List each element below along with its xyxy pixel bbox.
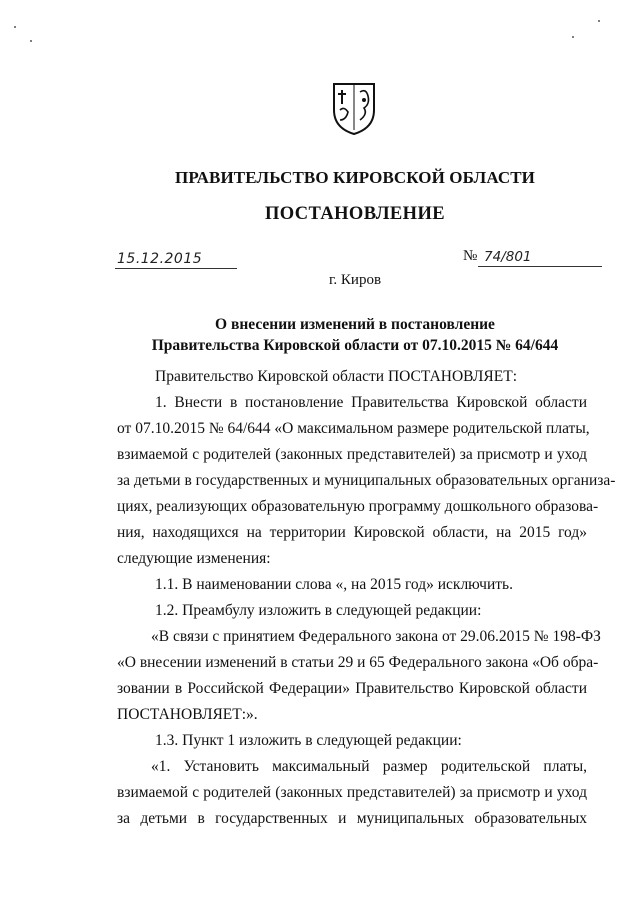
number-label: № (463, 248, 478, 264)
body-line: 1.2. Преамбулу изложить в следующей редакции: (155, 602, 482, 619)
body-line: следующие изменения: (117, 550, 271, 567)
body-line: ПОСТАНОВЛЯЕТ:». (117, 706, 258, 723)
body-line: циях, реализующих образовательную программу дошкольного образова- (117, 498, 599, 515)
scan-speck (598, 20, 600, 22)
body-line: «В связи с принятием Федерального закона от 29.06.2015 № 198-ФЗ (151, 628, 601, 645)
body-line: взимаемой с родителей (законных представителей) за присмотр и уход (117, 784, 587, 801)
kirov-coat-of-arms-icon (330, 80, 378, 136)
body-line: «О внесении изменений в статьи 29 и 65 Федерального закона «Об обра- (117, 654, 599, 671)
document-number: 74/801 (484, 249, 532, 265)
government-name: ПРАВИТЕЛЬСТВО КИРОВСКОЙ ОБЛАСТИ (175, 168, 535, 187)
number-underline (478, 266, 602, 267)
subject-heading (0, 314, 640, 356)
body-line: от 07.10.2015 № 64/644 «О максимальном размере родительской платы, (117, 420, 590, 437)
scan-speck (30, 40, 32, 42)
body-line: за детьми в государственных и муниципальных образовательных (117, 810, 587, 827)
date-underline (115, 268, 237, 269)
body-line: за детьми в государственных и муниципальных образовательных организа- (117, 472, 616, 489)
body-line: 1.3. Пункт 1 изложить в следующей редакции: (155, 732, 462, 749)
body-line: зовании в Российской Федерации» Правительство Кировской области (117, 680, 587, 697)
document-date: 15.12.2015 (117, 251, 203, 267)
city: г. Киров (328, 272, 382, 288)
body-line: Правительство Кировской области ПОСТАНОВЛЯЕТ: (155, 368, 518, 385)
scan-speck (572, 36, 574, 38)
scan-speck (14, 26, 16, 28)
body-line: 1.1. В наименовании слова «, на 2015 год» исключить. (155, 576, 513, 593)
body-line: «1. Установить максимальный размер родительской платы, (151, 758, 587, 775)
body-line: 1. Внести в постановление Правительства Кировской области (155, 394, 587, 411)
document-type: ПОСТАНОВЛЕНИЕ (264, 204, 445, 224)
body-line: ния, находящихся на территории Кировской области, на 2015 год» (117, 524, 587, 541)
document-body (117, 364, 616, 832)
body-line: взимаемой с родителей (законных представителей) за присмотр и уход (117, 446, 587, 463)
subject-line: О внесении изменений в постановление (215, 316, 495, 333)
subject-line: Правительства Кировской области от 07.10.2015 № 64/644 (151, 337, 559, 354)
